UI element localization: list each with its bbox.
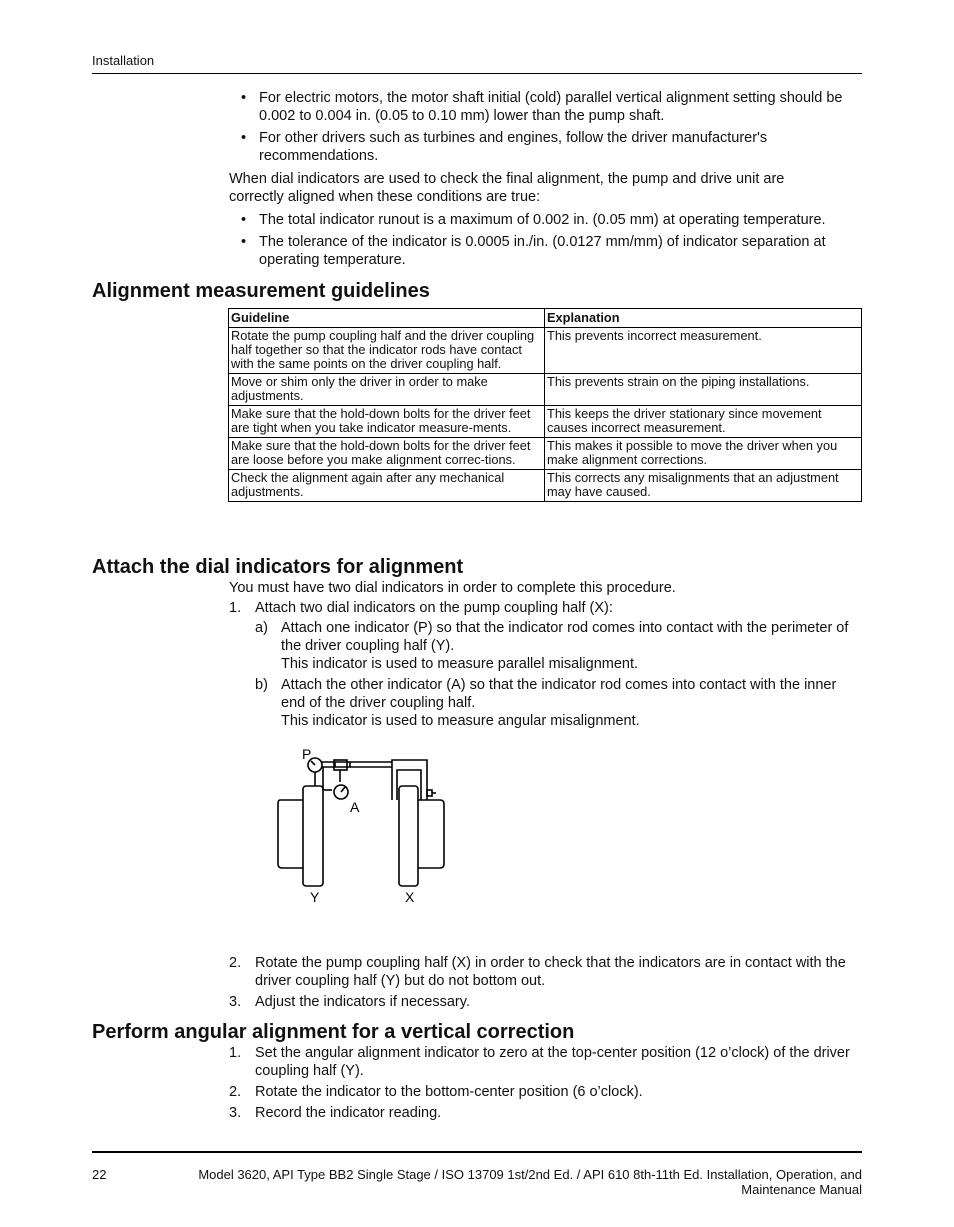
table-cell-explanation: This prevents incorrect measurement. bbox=[545, 328, 862, 374]
intro-bullets-2 bbox=[229, 211, 862, 273]
bullet-item bbox=[229, 233, 862, 269]
step-item bbox=[229, 1083, 862, 1101]
table-cell-guideline: Rotate the pump coupling half and the driver coupling half together so that the indicator rods have contact with the same points on the driver coupling half. bbox=[229, 328, 545, 374]
substep-item bbox=[255, 619, 862, 673]
step-text: Adjust the indicators if necessary. bbox=[255, 994, 470, 1010]
table-header-explanation: Explanation bbox=[545, 309, 862, 328]
table-cell-explanation: This corrects any misalignments that an adjustment may have caused. bbox=[545, 470, 862, 502]
step-text: Rotate the pump coupling half (X) in order to check that the indicators are in contact with the driver coupling half (Y) but do not bottom out. bbox=[255, 955, 846, 989]
header-divider bbox=[92, 73, 862, 74]
figure-label-p: P bbox=[302, 746, 312, 762]
step-item bbox=[229, 954, 862, 990]
table-cell-explanation: This keeps the driver stationary since movement causes incorrect measurement. bbox=[545, 406, 862, 438]
footer-divider bbox=[92, 1151, 862, 1153]
bullet-item bbox=[229, 89, 862, 125]
table-row bbox=[229, 328, 862, 374]
table-row bbox=[229, 438, 862, 470]
table-row bbox=[229, 374, 862, 406]
figure-label-a: A bbox=[350, 799, 360, 815]
indicator-a-needle bbox=[341, 787, 345, 792]
substep-label: b) bbox=[255, 677, 268, 693]
dial-indicator-figure bbox=[270, 742, 460, 912]
step-item bbox=[229, 993, 862, 1011]
step-number: 1. bbox=[229, 1045, 242, 1061]
bullet-text: The tolerance of the indicator is 0.0005 in./in. (0.0127 mm/mm) of indicator separation at operating temperature. bbox=[259, 234, 826, 268]
step-text: Attach two dial indicators on the pump coupling half (X): bbox=[255, 600, 613, 616]
table-cell-guideline: Make sure that the hold-down bolts for the driver feet are loose before you make alignment correc-tions. bbox=[229, 438, 545, 470]
substep-text: Attach one indicator (P) so that the indicator rod comes into contact with the perimeter of the driver coupling half (Y). bbox=[281, 620, 849, 654]
footer-manual-title: Model 3620, API Type BB2 Single Stage / ISO 13709 1st/2nd Ed. / API 610 8th-11th Ed. Installation, Operation, and Maintenance Manual bbox=[198, 1167, 862, 1197]
bullet-text: For electric motors, the motor shaft initial (cold) parallel vertical alignment setting should be 0.002 to 0.004 in. (0.05 to 0.10 mm) lower than the pump shaft. bbox=[259, 90, 843, 124]
step-item bbox=[229, 1044, 862, 1080]
substep-note: This indicator is used to measure angular misalignment. bbox=[281, 713, 640, 729]
heading-angular-alignment: Perform angular alignment for a vertical correction bbox=[92, 1021, 575, 1043]
bullet-glyph: • bbox=[241, 212, 247, 228]
dial-indicator-diagram bbox=[270, 742, 460, 912]
step-number: 1. bbox=[229, 600, 242, 616]
table-cell-guideline: Make sure that the hold-down bolts for the driver feet are tight when you take indicator measure-ments. bbox=[229, 406, 545, 438]
step-text: Set the angular alignment indicator to zero at the top-center position (12 o’clock) of the driver coupling half (Y). bbox=[255, 1045, 850, 1079]
step-number: 2. bbox=[229, 955, 242, 971]
figure-label-x: X bbox=[405, 889, 415, 905]
angular-step-list bbox=[229, 1044, 862, 1125]
bullet-glyph: • bbox=[241, 234, 247, 250]
guidelines-table bbox=[228, 308, 862, 502]
table-cell-explanation: This prevents strain on the piping installations. bbox=[545, 374, 862, 406]
bullet-item bbox=[229, 211, 862, 229]
coupling-y-hub-outline bbox=[278, 800, 303, 868]
table-cell-guideline: Check the alignment again after any mechanical adjustments. bbox=[229, 470, 545, 502]
heading-attach-dial-indicators: Attach the dial indicators for alignment bbox=[92, 556, 464, 578]
table-cell-explanation: This makes it possible to move the driver when you make alignment corrections. bbox=[545, 438, 862, 470]
figure-label-y: Y bbox=[310, 889, 320, 905]
page-number: 22 bbox=[92, 1167, 107, 1182]
coupling-y-flange bbox=[303, 786, 323, 886]
bracket-bolt bbox=[427, 790, 432, 796]
step-number: 2. bbox=[229, 1084, 242, 1100]
substep-item bbox=[255, 676, 862, 730]
step-number: 3. bbox=[229, 994, 242, 1010]
bullet-text: For other drivers such as turbines and engines, follow the driver manufacturer's recommendations. bbox=[259, 130, 768, 164]
attach-steps-after bbox=[229, 954, 862, 1014]
table-cell-guideline: Move or shim only the driver in order to make adjustments. bbox=[229, 374, 545, 406]
table-header-guideline: Guideline bbox=[229, 309, 545, 328]
step-item bbox=[229, 599, 862, 730]
intro-paragraph: When dial indicators are used to check the final alignment, the pump and drive unit are correctly aligned when these conditions are true: bbox=[229, 171, 785, 205]
bullet-glyph: • bbox=[241, 90, 247, 106]
substep-text: Attach the other indicator (A) so that the indicator rod comes into contact with the inner end of the driver coupling half. bbox=[281, 677, 837, 711]
bullet-glyph: • bbox=[241, 130, 247, 146]
table-row bbox=[229, 406, 862, 438]
bullet-item bbox=[229, 129, 862, 165]
substep-label: a) bbox=[255, 620, 268, 636]
step-number: 3. bbox=[229, 1105, 242, 1121]
table-header-row bbox=[229, 309, 862, 328]
intro-bullets-1 bbox=[229, 89, 862, 169]
attach-intro: You must have two dial indicators in order to complete this procedure. bbox=[229, 580, 676, 596]
heading-alignment-guidelines: Alignment measurement guidelines bbox=[92, 280, 430, 302]
running-header: Installation bbox=[92, 53, 155, 68]
bullet-text: The total indicator runout is a maximum of 0.002 in. (0.05 mm) at operating temperature. bbox=[259, 212, 826, 228]
step-text: Rotate the indicator to the bottom-center position (6 o’clock). bbox=[255, 1084, 643, 1100]
indicator-p-needle bbox=[311, 761, 315, 765]
attach-step-list bbox=[229, 599, 862, 733]
table-row bbox=[229, 470, 862, 502]
coupling-x-hub-outline bbox=[418, 800, 444, 868]
step-item bbox=[229, 1104, 862, 1122]
step-text: Record the indicator reading. bbox=[255, 1105, 442, 1121]
coupling-x-flange bbox=[399, 786, 418, 886]
substep-note: This indicator is used to measure parallel misalignment. bbox=[281, 656, 639, 672]
